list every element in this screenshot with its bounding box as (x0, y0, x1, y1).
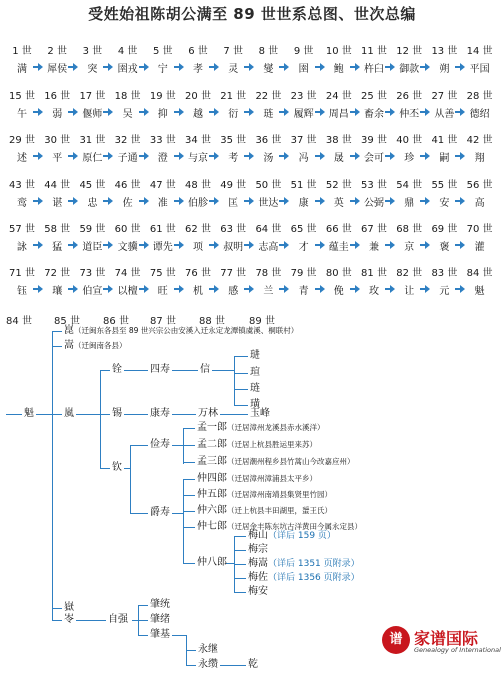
node-g89a-3: 璜 (250, 399, 260, 410)
gen-name: 道臣 (82, 242, 103, 253)
node-song: 嵩 (64, 340, 74, 351)
gen-label: 65 世 (290, 224, 317, 235)
note-zhong-3: （迁居金丰陈东坑古洋黄田今属永定县） (227, 522, 362, 531)
node-xin: 信 (200, 364, 210, 375)
node-zhong-2: 仲六郎 (197, 505, 227, 516)
gen-name: 才 (298, 242, 309, 253)
gen-label: 55 世 (431, 180, 458, 191)
gen-name: 谭先 (152, 242, 173, 253)
note-zhong-2: （迁上杭县丰田湖里，蜑王氏） (227, 506, 332, 515)
gen-label: 7 世 (223, 46, 243, 57)
gen-label: 16 世 (44, 91, 71, 102)
gen-name: 机 (193, 286, 203, 297)
brand-logo (382, 624, 501, 664)
gen-name: 吴 (122, 109, 133, 120)
gen-label: 46 世 (114, 180, 141, 191)
gen-label: 76 世 (185, 268, 211, 279)
gen-name: 公弼 (364, 198, 384, 209)
gen-label: 17 世 (79, 91, 106, 102)
gen-name: 蕴圭 (328, 242, 349, 253)
gen-name: 旺 (157, 286, 168, 297)
trunk-85 (52, 331, 53, 620)
gen-label: 82 世 (396, 268, 423, 279)
node-zhao-1: 肇绪 (150, 614, 170, 625)
node-mei-3: 梅佐 (248, 572, 268, 583)
node-zhong8: 仲八郎 (197, 557, 227, 568)
gen-name: 圉 (298, 64, 309, 75)
gen-label: 81 世 (361, 268, 387, 279)
gen-name: 琏 (263, 109, 274, 120)
gen-name: 冯 (298, 153, 309, 164)
gen-name: 偃师 (82, 109, 103, 120)
gen-label: 77 世 (220, 268, 247, 279)
note-zhong-0: （迁居漳州漳浦县太平乡） (227, 474, 317, 483)
node-zhao-0: 肇统 (150, 599, 170, 610)
gen-name: 伯宣 (82, 286, 103, 297)
node-quan: 铨 (112, 364, 122, 375)
gen-name: 瓖 (52, 286, 63, 297)
node-weishou: 俭寿 (150, 439, 170, 450)
gen-name: 鲍 (333, 64, 344, 75)
gen-name: 考 (228, 153, 239, 164)
gen-label: 51 世 (290, 180, 317, 191)
node-g89a-0: 琎 (250, 350, 260, 361)
gen-name: 佐 (122, 198, 133, 209)
gen-label: 20 世 (185, 91, 211, 102)
node-sishou: 四寿 (150, 364, 170, 375)
gen-name: 周昌 (328, 109, 349, 120)
gen-label: 1 世 (12, 46, 32, 57)
gen-label: 40 世 (396, 135, 423, 146)
gen-name: 澄 (157, 153, 168, 164)
gen-name: 突 (87, 64, 98, 75)
node-meng-2: 孟三郎 (197, 456, 227, 467)
gen-label: 64 世 (255, 224, 282, 235)
gen-label: 38 世 (325, 135, 352, 146)
gen-name: 京 (404, 242, 415, 253)
gen-name: 子通 (117, 153, 138, 164)
gen-label: 13 世 (431, 46, 458, 57)
gen-label: 79 世 (290, 268, 317, 279)
gen-name: 让 (404, 286, 415, 297)
tree-header-86: 86 世 (103, 316, 129, 327)
logo-text-en: Genealogy of International (414, 646, 501, 654)
gen-label: 4 世 (117, 46, 138, 57)
gen-label: 71 世 (9, 268, 35, 279)
gen-label: 2 世 (47, 46, 67, 57)
gen-label: 62 世 (185, 224, 211, 235)
gen-label: 59 世 (79, 224, 106, 235)
gen-name: 会可 (364, 153, 384, 164)
gen-label: 78 世 (255, 268, 282, 279)
gen-name: 燮 (263, 64, 274, 75)
gen-name: 准 (157, 198, 168, 209)
gen-label: 8 世 (258, 46, 279, 57)
gen-label: 35 世 (220, 135, 247, 146)
node-zhong-0: 仲四郎 (197, 473, 227, 484)
node-g89a-1: 瑄 (250, 367, 260, 378)
gen-label: 9 世 (293, 46, 314, 57)
gen-label: 11 世 (361, 46, 387, 57)
gen-label: 14 世 (466, 46, 493, 57)
gen-label: 54 世 (396, 180, 423, 191)
tree-header-89: 89 世 (249, 316, 275, 327)
gen-label: 48 世 (185, 180, 211, 191)
gen-name: 从善 (434, 109, 455, 120)
gen-name: 鸾 (17, 198, 27, 209)
node-xi: 锡 (112, 408, 122, 419)
gen-label: 34 世 (185, 135, 211, 146)
gen-name: 与京 (188, 153, 208, 164)
gen-label: 10 世 (325, 46, 352, 57)
gen-label: 31 世 (79, 135, 106, 146)
gen-name: 谌 (52, 198, 63, 209)
gen-name: 御款 (399, 64, 420, 75)
gen-label: 29 世 (9, 135, 35, 146)
gen-label: 44 世 (44, 180, 71, 191)
gen-label: 22 世 (255, 91, 282, 102)
gen-label: 21 世 (220, 91, 247, 102)
gen-name: 猛 (52, 242, 63, 253)
gen-name: 兰 (263, 286, 274, 297)
gen-label: 6 世 (188, 46, 208, 57)
tree-header-87: 87 世 (150, 316, 176, 327)
tree-header-88: 88 世 (199, 316, 225, 327)
gen-name: 安 (439, 198, 450, 209)
gen-label: 5 世 (153, 46, 173, 57)
gen-name: 圉戎 (117, 64, 138, 75)
gen-name: 褒 (439, 242, 450, 253)
tree-header-84: 84 世 (6, 316, 32, 327)
node-mei-1: 梅宗 (248, 544, 268, 555)
gen-label: 56 世 (466, 180, 493, 191)
node-qian: 乾 (248, 659, 258, 670)
node-g89a-2: 琏 (250, 383, 260, 394)
gen-name: 文骥 (117, 242, 138, 253)
node-ziqiang: 自强 (108, 614, 128, 625)
gen-name: 午 (17, 109, 27, 120)
gen-name: 世达 (258, 198, 279, 209)
gen-label: 83 世 (431, 268, 458, 279)
gen-label: 32 世 (114, 135, 141, 146)
node-meng-0: 孟一郎 (197, 422, 227, 433)
node-yue: 嶽 (64, 602, 74, 613)
gen-name: 詠 (17, 242, 27, 253)
gen-label: 66 世 (325, 224, 352, 235)
logo-text-cn: 家谱国际 (414, 629, 479, 648)
gen-label: 52 世 (325, 180, 352, 191)
gen-label: 27 世 (431, 91, 458, 102)
ref-mei-3[interactable]: （详后 1356 页附录） (268, 573, 360, 583)
gen-label: 74 世 (114, 268, 141, 279)
gen-name: 衍 (228, 109, 239, 120)
gen-name: 履辉 (293, 109, 314, 120)
node-root: 魁 (24, 408, 34, 419)
node-zhong-1: 仲五郎 (197, 489, 227, 500)
gen-label: 45 世 (79, 180, 106, 191)
gen-name: 畜余 (364, 109, 384, 120)
gen-name: 孝 (193, 64, 203, 75)
gen-name: 弱 (52, 109, 63, 120)
node-yongzan: 永缵 (198, 659, 218, 670)
gen-name: 英 (333, 198, 344, 209)
gen-name: 鼎 (404, 198, 415, 209)
gen-name: 杵臼 (364, 64, 384, 75)
gen-label: 80 世 (325, 268, 352, 279)
gen-name: 宁 (157, 64, 168, 75)
gen-label: 67 世 (361, 224, 387, 235)
gen-name: 灵 (228, 64, 239, 75)
gen-name: 青 (298, 286, 309, 297)
gen-label: 69 世 (431, 224, 458, 235)
gen-label: 37 世 (290, 135, 317, 146)
gen-label: 73 世 (79, 268, 106, 279)
note-meng-1: （迁居上杭县胜运里来苏） (227, 440, 317, 449)
gen-name: 伯胗 (188, 198, 208, 209)
gen-name: 匡 (228, 198, 239, 209)
gen-name: 满 (17, 64, 27, 75)
gen-name: 忠 (87, 198, 98, 209)
note-zhong-1: （迁居漳州南靖县集贤里竹园） (227, 490, 332, 499)
node-zhong-3: 仲七郎 (197, 521, 227, 532)
link-root (36, 414, 52, 415)
gen-name: 康 (298, 198, 309, 209)
page-title: 受姓始祖陈胡公满至 89 世世系总图、世次总编 (88, 5, 416, 23)
gen-name: 魁 (474, 286, 485, 297)
trunk-86 (100, 370, 101, 468)
gen-name: 高 (474, 198, 485, 209)
gen-name: 晟 (333, 153, 344, 164)
gen-name: 珍 (404, 153, 415, 164)
gen-label: 49 世 (220, 180, 247, 191)
gen-label: 24 世 (325, 91, 352, 102)
gen-name: 钰 (17, 286, 27, 297)
gen-label: 58 世 (44, 224, 71, 235)
ref-mei-0[interactable]: （详后 159 页） (268, 531, 336, 541)
node-qin: 钦 (112, 462, 122, 473)
gen-label: 68 世 (396, 224, 423, 235)
gen-label: 57 世 (9, 224, 35, 235)
gen-name: 俛 (333, 286, 344, 297)
node-cen: 岺 (64, 614, 74, 625)
gen-label: 25 世 (361, 91, 387, 102)
gen-name: 元 (439, 286, 450, 297)
gen-label: 50 世 (255, 180, 282, 191)
gen-label: 70 世 (466, 224, 493, 235)
gen-label: 42 世 (466, 135, 493, 146)
gen-name: 汤 (263, 153, 274, 164)
gen-label: 39 世 (361, 135, 387, 146)
gen-label: 84 世 (466, 268, 493, 279)
link-in (6, 414, 22, 415)
gen-label: 61 世 (149, 224, 176, 235)
gen-label: 28 世 (466, 91, 493, 102)
gen-label: 12 世 (396, 46, 423, 57)
node-zhao-2: 肇基 (150, 629, 170, 640)
gen-name: 玫 (369, 286, 379, 297)
gen-name: 德绍 (469, 109, 490, 120)
node-yufeng: 玉峰 (250, 408, 270, 419)
gen-label: 72 世 (44, 268, 71, 279)
gen-name: 兼 (369, 242, 379, 253)
node-yongxi: 永继 (198, 644, 218, 655)
gen-name: 灌 (474, 242, 485, 253)
gen-name: 仲丕 (399, 109, 420, 120)
gen-name: 越 (193, 109, 203, 120)
node-wanlin: 万林 (198, 408, 218, 419)
gen-name: 述 (17, 153, 27, 164)
gen-label: 3 世 (82, 46, 103, 57)
gen-name: 抑 (157, 109, 168, 120)
gen-label: 33 世 (149, 135, 176, 146)
gen-name: 平国 (469, 64, 490, 75)
gen-label: 41 世 (431, 135, 458, 146)
gen-label: 63 世 (220, 224, 247, 235)
node-mei-0: 梅山 (248, 530, 268, 541)
gen-label: 15 世 (9, 91, 35, 102)
gen-name: 朔 (439, 64, 450, 75)
gen-name: 犀侯 (47, 64, 68, 75)
gen-label: 60 世 (114, 224, 141, 235)
node-lan: 嵐 (64, 408, 74, 419)
gen-label: 23 世 (290, 91, 317, 102)
gen-name: 项 (193, 242, 203, 253)
node-meng-1: 孟二郎 (197, 439, 227, 450)
gen-name: 嗣 (439, 153, 450, 164)
gen-label: 26 世 (396, 91, 423, 102)
gen-name: 翔 (474, 153, 485, 164)
gen-label: 19 世 (149, 91, 176, 102)
node-kangshou: 康寿 (150, 408, 170, 419)
gen-label: 36 世 (255, 135, 282, 146)
gen-name: 平 (52, 153, 63, 164)
node-jiong: 崑 (64, 325, 74, 336)
node-mei-4: 梅安 (248, 586, 268, 597)
gen-label: 18 世 (114, 91, 141, 102)
gen-name: 志高 (258, 242, 279, 253)
gen-name: 以檀 (117, 286, 138, 297)
note-song: （迁闽南各县） (74, 341, 127, 350)
tree-header-85: 85 世 (54, 316, 80, 327)
gen-name: 叔明 (223, 242, 244, 253)
ref-mei-2[interactable]: （详后 1351 页附录） (268, 559, 360, 569)
gen-name: 原仁 (82, 153, 103, 164)
node-jueshou: 爵寿 (150, 507, 170, 518)
gen-name: 感 (228, 286, 239, 297)
gen-label: 30 世 (44, 135, 71, 146)
gen-label: 47 世 (149, 180, 176, 191)
note-meng-0: （迁居漳州龙溪县赤水溪洋） (227, 423, 325, 432)
note-meng-2: （迁居潮州程乡县竹蒿山今改嘉应州） (227, 457, 355, 466)
gen-label: 53 世 (361, 180, 387, 191)
logo-seal-icon: 谱 (382, 626, 410, 654)
gen-label: 75 世 (149, 268, 176, 279)
node-mei-2: 梅嵩 (248, 558, 268, 569)
note-jiong: （迁闽东各县至 89 世兴宗公由安溪入迁永定龙潭镇虞溪、桐联村） (74, 326, 299, 335)
gen-label: 43 世 (9, 180, 35, 191)
